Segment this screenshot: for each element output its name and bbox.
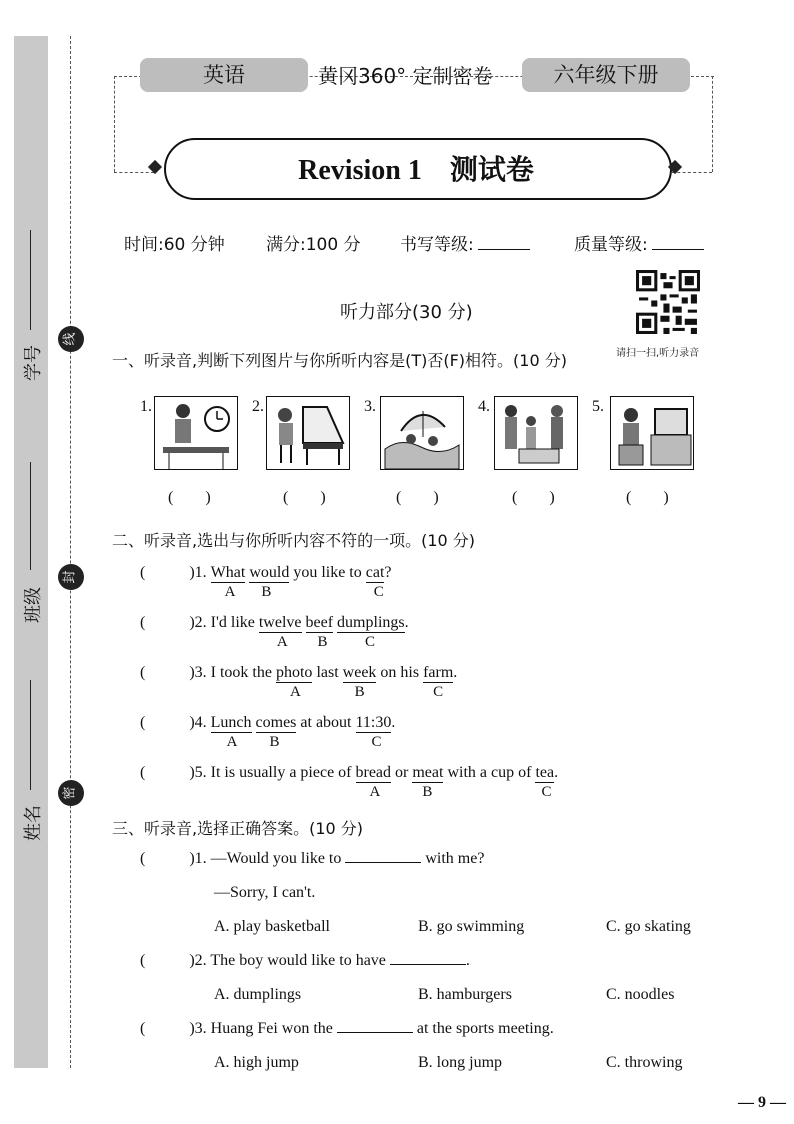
header-frame-right	[712, 76, 713, 172]
time-info: 时间:60 分钟	[124, 235, 225, 255]
section2-heading: 二、听录音,选出与你所听内容不符的一项。(10 分)	[112, 531, 476, 550]
option-a: photo A	[275, 664, 313, 700]
binding-cut-line	[70, 36, 71, 1068]
answer-paren[interactable]: (	[140, 614, 146, 631]
s3-question-3: ( )3. Huang Fei won the at the sports meeting.	[140, 1020, 554, 1037]
option-b: meat B	[412, 764, 444, 800]
fill-blank[interactable]	[345, 862, 421, 863]
option-c: 11:30 C	[355, 714, 392, 750]
option-b: beef B	[305, 614, 334, 650]
name-line	[30, 680, 31, 790]
student-number-label: 学号	[23, 345, 44, 381]
answer-paren-1[interactable]: ( )	[168, 489, 211, 506]
man-clock-icon	[154, 396, 238, 470]
option-c: tea C	[535, 764, 555, 800]
section1-heading: 一、听录音,判断下列图片与你所听内容是(T)否(F)相符。(10 分)	[112, 351, 567, 370]
qr-caption: 请扫一扫,听力录音	[616, 348, 700, 359]
answer-paren[interactable]: (	[140, 764, 146, 781]
quality-grade: 质量等级:	[574, 230, 704, 255]
writing-grade: 书写等级:	[400, 230, 530, 255]
s2-question-3: ( )3. I took the photo A last week B on his farm C .	[140, 664, 458, 700]
header-frame-bottom-right	[672, 172, 712, 173]
s3-q1-option-b[interactable]: B. go swimming	[418, 918, 525, 935]
answer-paren[interactable]: (	[140, 952, 146, 969]
option-b: would B	[249, 564, 290, 600]
pic-num-3: 3.	[364, 398, 376, 415]
name-label: 姓名	[23, 805, 44, 841]
answer-paren-3[interactable]: ( )	[396, 489, 439, 506]
answer-paren-5[interactable]: ( )	[626, 489, 669, 506]
answer-paren[interactable]: (	[140, 564, 146, 581]
pic-num-5: 5.	[592, 398, 604, 415]
s2-question-5: ( )5. It is usually a piece of bread A or meat B with a cup of tea C .	[140, 764, 559, 800]
option-a: What A	[210, 564, 246, 600]
pic-num-4: 4.	[478, 398, 490, 415]
option-b: comes B	[255, 714, 297, 750]
option-b: week B	[342, 664, 377, 700]
s3-q3-option-a[interactable]: A. high jump	[214, 1054, 299, 1071]
option-a: Lunch A	[210, 714, 252, 750]
s3-q1-option-c[interactable]: C. go skating	[606, 918, 691, 935]
class-line	[30, 462, 31, 570]
header-frame-left	[114, 76, 115, 172]
fill-blank[interactable]	[390, 964, 466, 965]
option-c: cat C	[365, 564, 385, 600]
answer-paren-4[interactable]: ( )	[512, 489, 555, 506]
student-number-line	[30, 230, 31, 330]
header-frame-bottom-left	[114, 172, 154, 173]
class-label: 班级	[23, 587, 44, 623]
section3-heading: 三、听录音,选择正确答案。(10 分)	[112, 819, 364, 838]
fill-blank[interactable]	[337, 1032, 413, 1033]
subject-badge: 英语	[140, 58, 308, 92]
pic-num-1: 1.	[140, 398, 152, 415]
option-c: farm C	[423, 664, 454, 700]
s2-question-1: ( )1. What A would B you like to cat C ?	[140, 564, 392, 600]
s3-q2-option-b[interactable]: B. hamburgers	[418, 986, 512, 1003]
s3-q1-option-a[interactable]: A. play basketball	[214, 918, 330, 935]
pic-num-2: 2.	[252, 398, 264, 415]
answer-paren-2[interactable]: ( )	[283, 489, 326, 506]
s2-question-2: ( )2. I'd like twelve A beef B dumplings C .	[140, 614, 409, 650]
s3-question-2: ( )2. The boy would like to have .	[140, 952, 470, 969]
s3-question-1: ( )1. —Would you like to with me?	[140, 850, 485, 867]
circle-seal-marker: 封	[58, 564, 84, 590]
option-c: dumplings C	[337, 614, 405, 650]
circle-line-marker: 线	[58, 326, 84, 352]
answer-paren[interactable]: (	[140, 714, 146, 731]
listening-part-title: 听力部分(30 分)	[340, 302, 473, 323]
page-number: — 9 —	[738, 1094, 786, 1111]
s3-q2-option-a[interactable]: A. dumplings	[214, 986, 302, 1003]
answer-paren[interactable]: (	[140, 1020, 146, 1037]
circle-secret-marker: 密	[58, 780, 84, 806]
girl-piano-icon	[266, 396, 350, 470]
s2-question-4: ( )4. Lunch A comes B at about 11:30 C .	[140, 714, 396, 750]
s3-q3-option-b[interactable]: B. long jump	[418, 1054, 503, 1071]
qr-code-icon[interactable]	[636, 270, 700, 334]
series-name: 黄冈360° 定制密卷	[318, 64, 493, 88]
s3-q3-option-c[interactable]: C. throwing	[606, 1054, 683, 1071]
answer-paren[interactable]: (	[140, 850, 146, 867]
page-title: Revision 1 测试卷	[298, 155, 534, 186]
s3-q2-option-c[interactable]: C. noodles	[606, 986, 675, 1003]
family-icon	[494, 396, 578, 470]
option-a: bread A	[355, 764, 392, 800]
binding-strip	[14, 36, 48, 1068]
answer-paren[interactable]: (	[140, 664, 146, 681]
beach-tent-icon	[380, 396, 464, 470]
man-tv-icon	[610, 396, 694, 470]
s3-question-1-reply: —Sorry, I can't.	[214, 884, 316, 901]
grade-badge: 六年级下册	[522, 58, 690, 92]
score-info: 满分:100 分	[266, 235, 361, 255]
option-a: twelve A	[258, 614, 302, 650]
